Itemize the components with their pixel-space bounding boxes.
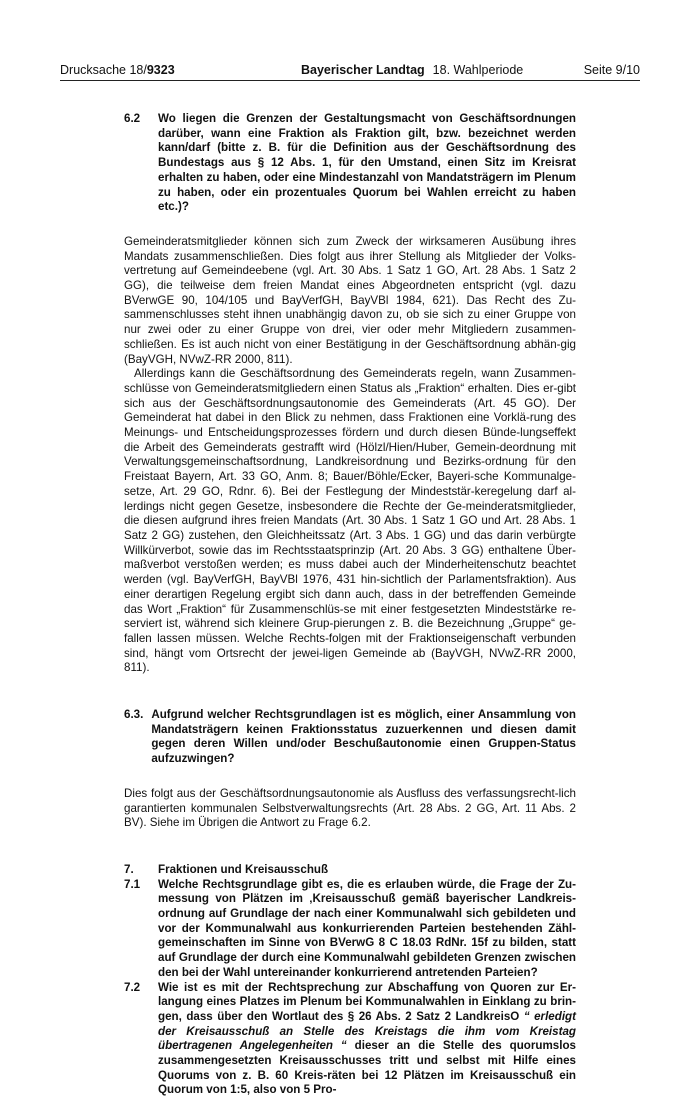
section-number: 7.	[124, 862, 134, 876]
question-6-2	[124, 112, 576, 215]
parliament-name: Bayerischer Landtag	[301, 63, 425, 77]
answer-6-3-paragraph: Dies folgt aus der Geschäftsordnungsautonomie als Ausfluss des verfassungsrecht-lich garantierten kommunalen Selbstverwaltungsrechts (Art. 28 Abs. 2 GG, Art. 11 Abs. 2 BV). Siehe im Übrigen die Antwort zu Frage 6.2.	[124, 786, 576, 830]
question-6-3	[124, 708, 576, 767]
question-number: 7.2	[124, 980, 141, 994]
question-number: 6.2	[124, 112, 141, 125]
quoted-statute-text: “ erledigt der Kreisausschuß an Stelle des Kreistags die ihm vom Kreistag übertragenen Angelegenheiten “	[158, 1009, 576, 1053]
question-number: 6.3.	[124, 708, 144, 722]
question-text: Wo liegen die Grenzen der Gestaltungsmacht von Geschäftsordnungen darüber, wann eine Fraktion als Fraktion gilt, bzw. bezeichnet werden kann/darf (bitte z. B. für die Definition aus der Geschäftsordnung des Bundestags aus § 12 Abs. 1, für den Umstand, einen Sitz im Kreisrat erhalten zu haben, oder eine Mindestanzahl von Mandatsträgern im Plenum zu haben, oder ein prozentuales Quorum bei Wahlen erreicht zu haben etc.)?	[158, 112, 576, 214]
section-7-heading	[124, 863, 576, 878]
question-text: Aufgrund welcher Rechtsgrundlagen ist es möglich, einer Ansammlung von Mandatsträgern keinen Fraktionsstatus zuzuerkennen und diesen damit gegen deren Willen und/oder Beschußautonomie einen Gruppen-Status aufzuzwingen?	[151, 708, 576, 766]
document-body	[124, 112, 576, 1098]
page-header	[60, 62, 640, 81]
question-7-2	[124, 981, 576, 1098]
question-text: Welche Rechtsgrundlage gibt es, die es erlauben würde, die Frage der Zu-messung von Plätzen im ‚Kreisausschuß gemäß bayerischer Landkreis-ordnung auf Grundlage der nach einer Kommunalwahl sich gebildeten und vor der Kommunalwahl aus konkurrierenden Parteien bestehenden Zähl-gemeinschaften im Sinne von BVerwG 8 C 18.03 RdNr. 15f zu bilden, statt auf Grundlage der durch eine Kommunalwahl gebildeten Grenzen zwischen den bei der Wahl untereinander konkurrierend antretenden Parteien?	[158, 877, 576, 979]
parliament-period	[301, 62, 523, 78]
answer-6-2-paragraph-1: Gemeinderatsmitglieder können sich zum Zweck der wirksameren Ausübung ihres Mandats zusammenschließen. Dies folgt aus ihrer Stellung als Mitglieder der Volks-vertretung auf Gemeindeebene (vgl. Art. 30 Abs. 1 Satz 1 GO, Art. 28 Abs. 1 Satz 2 GG), die teilweise dem freien Mandat eines Abgeordneten entspricht (vgl. dazu BVerwGE 90, 104/105 und BayVerfGH, BayVBl 1984, 621). Das Recht des Zu-sammenschlusses steht ihnen unabhängig davon zu, ob sie sich zu einer Gruppe von nur zwei oder zu einer Gruppe von drei, vier oder mehr Mitgliedern zusammen-schließen. Es ist auch nicht von einer Bestätigung in der Geschäftsordnung abhän-gig (BayVGH, NVwZ-RR 2000, 811).	[124, 234, 576, 366]
page-number: Seite 9/10	[583, 63, 640, 77]
question-text: Wie ist es mit der Rechtsprechung zur Abschaffung von Quoren zur Er-langung eines Platzes im Plenum bei Kommunalwahlen in Einklang zu brin-gen, dass über den Wortlaut des § 26 Abs. 2 Satz 2 LandkreisO “ erledigt der Kreisausschuß an Stelle des Kreistags die ihm vom Kreistag übertragenen Angelegenheiten “ dieser an die Stelle des quorumslos zusammengesetzten Kreisausschusses tritt und selbst mit Hilfe eines Quorums von z. B. 60 Kreis-räten bei 12 Plätzen im Kreisausschuß ein Quorum von 1:5, also von 5 Pro-	[158, 980, 576, 1097]
section-title: Fraktionen und Kreisausschuß	[158, 862, 329, 876]
document-number: Drucksache 18/9323	[60, 63, 175, 77]
question-7-1	[124, 878, 576, 981]
question-number: 7.1	[124, 877, 141, 891]
election-period: 18. Wahlperiode	[432, 63, 524, 77]
answer-6-2-paragraph-2: Allerdings kann die Geschäftsordnung des Gemeinderats regeln, wann Zusammen-schlüsse von Gemeinderatsmitgliedern einen Status als „Fraktion“ erhalten. Dies er-gibt sich aus der Geschäftsordnungsautonomie des Gemeinderats (Art. 45 GO). Der Gemeinderat hat dabei in den Blick zu nehmen, dass Fraktionen eine Vorklä-rung des Meinungs- und Entscheidungsprozesses fördern und durch diesen Bünde-lungseffekt die Arbeit des Gemeinderats gestrafft wird (Hölzl/Hien/Huber, Gemein-deordnung mit Verwaltungsgemeinschaftsordnung, Landkreisordnung und Bezirks-ordnung für den Freistaat Bayern, Art. 33 GO, Anm. 8; Bauer/Böhle/Ecker, Bayeri-sche Kommunalge-setze, Art. 29 GO, Rdnr. 6). Bei der Festlegung der Mindeststär-keregelung darf al-lerdings nicht gegen Gesetze, insbesondere die Rechte der Ge-meinderatsmitglieder, die diesen aufgrund ihres freien Mandats (Art. 30 Abs. 1 Satz 1 GO und Art. 28 Abs. 1 Satz 2 GG) zustehen, den Gleichheitssatz (Art. 3 Abs. 1 GG) und das darin verbürgte Willkürverbot, sowie das im Rechtsstaatsprinzip (Art. 20 Abs. 3 GG) enthaltene Über-maßverbot verstoßen werden; es muss dabei auch der Minderheitenschutz beachtet werden (vgl. BayVerfGH, BayVBl 1976, 431 hin-sichtlich der Parlamentsfraktion). Aus einer derartigen Regelung ergibt sich dann auch, dass in der betreffenden Gemeinde das Wort „Fraktion“ für Zusammenschlüs-se mit einer festgesetzten Mindeststärke re-serviert ist, während sich kleinere Grup-pierungen z. B. die Bezeichnung „Gruppe“ ge-fallen lassen müssen. Welche Rechts-folgen mit der Fraktionseigenschaft verbunden sind, hängt vom Ortsrecht der jewei-ligen Gemeinde ab (BayVGH, NVwZ-RR 2000, 811).	[124, 367, 576, 675]
